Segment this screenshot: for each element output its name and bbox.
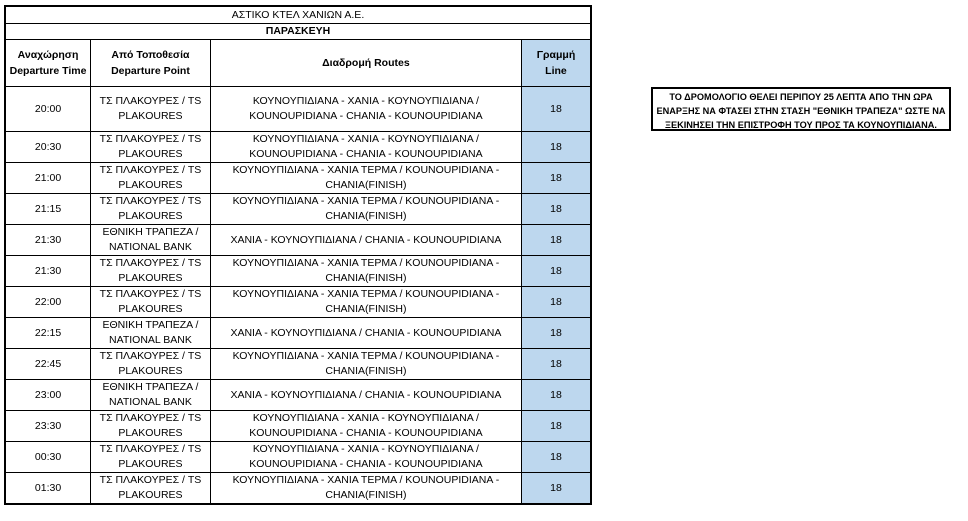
departure-time-cell: 22:00 xyxy=(5,287,91,318)
note-line: ΕΝΑΡΞΗΣ ΝΑ ΦΤΑΣΕΙ ΣΤΗΝ ΣΤΑΣΗ "ΕΘΝΙΚΗ ΤΡΑΠΕΖΑ" ΩΣΤΕ ΝΑ xyxy=(656,106,946,116)
table-row xyxy=(5,163,591,194)
departure-time-cell: 23:30 xyxy=(5,411,91,442)
route-line: ΚΟΥΝΟΥΠΙΔΙΑΝΑ - ΧΑΝΙΑ ΤΕΡΜΑ / KOUNOUPIDIANA - xyxy=(232,164,500,176)
line-number-cell: 18 xyxy=(521,349,591,380)
route-cell xyxy=(210,256,521,287)
departure-point-line: PLAKOURES xyxy=(118,365,183,377)
departure-point-cell xyxy=(91,132,211,163)
route-cell xyxy=(210,87,521,132)
route-line: CHANIA(FINISH) xyxy=(325,210,407,222)
departure-point-line: ΤΣ ΠΛΑΚΟΥΡΕΣ / TS xyxy=(99,350,202,362)
column-header-point-english: Departure Point xyxy=(111,65,190,77)
route-cell xyxy=(210,473,521,505)
route-line: CHANIA(FINISH) xyxy=(325,489,407,501)
departure-time-cell: 01:30 xyxy=(5,473,91,505)
route-line: KOUNOUPIDIANA - CHANIA - KOUNOUPIDIANA xyxy=(249,148,483,160)
departure-point-line: PLAKOURES xyxy=(118,179,183,191)
departure-point-line: ΤΣ ΠΛΑΚΟΥΡΕΣ / TS xyxy=(99,412,202,424)
departure-point-line: ΤΣ ΠΛΑΚΟΥΡΕΣ / TS xyxy=(99,288,202,300)
table-row xyxy=(5,132,591,163)
table-row xyxy=(5,256,591,287)
departure-time-cell: 21:15 xyxy=(5,194,91,225)
column-header-point-greek: Από Τοποθεσία xyxy=(111,49,190,61)
departure-time-cell: 21:00 xyxy=(5,163,91,194)
route-cell xyxy=(210,349,521,380)
route-line: ΚΟΥΝΟΥΠΙΔΙΑΝΑ - ΧΑΝΙΑ ΤΕΡΜΑ / KOUNOUPIDIANA - xyxy=(232,350,500,362)
line-number-cell: 18 xyxy=(521,87,591,132)
table-row xyxy=(5,318,591,349)
route-line: ΚΟΥΝΟΥΠΙΔΙΑΝΑ - ΧΑΝΙΑ - ΚΟΥΝΟΥΠΙΔΙΑΝΑ / xyxy=(252,133,479,145)
route-cell xyxy=(210,442,521,473)
table-row xyxy=(5,194,591,225)
note-line: ΞΕΚΙΝΗΣΕΙ ΤΗΝ ΕΠΙΣΤΡΟΦΗ ΤΟΥ ΠΡΟΣ ΤΑ ΚΟΥΝΟΥΠΙΔΙΑΝΑ. xyxy=(665,120,937,130)
note-line: ΤΟ ΔΡΟΜΟΛΟΓΙΟ ΘΕΛΕΙ ΠΕΡΙΠΟΥ 25 ΛΕΠΤΑ ΑΠΟ ΤΗΝ ΩΡΑ xyxy=(669,92,933,102)
route-cell xyxy=(210,287,521,318)
route-line: ΚΟΥΝΟΥΠΙΔΙΑΝΑ - ΧΑΝΙΑ ΤΕΡΜΑ / KOUNOUPIDIANA - xyxy=(232,257,500,269)
route-cell xyxy=(210,380,521,411)
departure-point-line: ΕΘΝΙΚΗ ΤΡΑΠΕΖΑ / xyxy=(102,319,199,331)
departure-point-line: NATIONAL BANK xyxy=(109,334,192,346)
departure-time-cell: 21:30 xyxy=(5,256,91,287)
route-line: ΚΟΥΝΟΥΠΙΔΙΑΝΑ - ΧΑΝΙΑ ΤΕΡΜΑ / KOUNOUPIDIANA - xyxy=(232,195,500,207)
departure-point-line: PLAKOURES xyxy=(118,210,183,222)
departure-point-line: NATIONAL BANK xyxy=(109,396,192,408)
departure-point-line: PLAKOURES xyxy=(118,110,183,122)
day-title: ΠΑΡΑΣΚΕΥΗ xyxy=(5,24,591,40)
departure-time-cell: 22:45 xyxy=(5,349,91,380)
departure-point-line: ΕΘΝΙΚΗ ΤΡΑΠΕΖΑ / xyxy=(102,381,199,393)
departure-point-line: NATIONAL BANK xyxy=(109,241,192,253)
route-line: ΧΑΝΙΑ - ΚΟΥΝΟΥΠΙΔΙΑΝΑ / CHANIA - KOUNOUPIDIANA xyxy=(230,233,502,246)
travel-time-note xyxy=(651,87,951,131)
route-line: ΚΟΥΝΟΥΠΙΔΙΑΝΑ - ΧΑΝΙΑ - ΚΟΥΝΟΥΠΙΔΙΑΝΑ / xyxy=(252,412,479,424)
departure-point-line: ΤΣ ΠΛΑΚΟΥΡΕΣ / TS xyxy=(99,164,202,176)
departure-point-cell xyxy=(91,473,211,505)
departure-point-line: PLAKOURES xyxy=(118,489,183,501)
departure-point-line: PLAKOURES xyxy=(118,148,183,160)
departure-point-cell xyxy=(91,287,211,318)
line-number-cell: 18 xyxy=(521,318,591,349)
departure-point-line: PLAKOURES xyxy=(118,458,183,470)
route-line: ΚΟΥΝΟΥΠΙΔΙΑΝΑ - ΧΑΝΙΑ ΤΕΡΜΑ / KOUNOUPIDIANA - xyxy=(232,474,500,486)
departure-point-cell xyxy=(91,256,211,287)
departure-time-cell: 21:30 xyxy=(5,225,91,256)
line-number-cell: 18 xyxy=(521,256,591,287)
line-number-cell: 18 xyxy=(521,225,591,256)
route-line: CHANIA(FINISH) xyxy=(325,303,407,315)
column-header-time-english: Departure Time xyxy=(9,65,87,77)
company-title: ΑΣΤΙΚΟ ΚΤΕΛ ΧΑΝΙΩΝ Α.Ε. xyxy=(5,6,591,24)
departure-point-line: ΤΣ ΠΛΑΚΟΥΡΕΣ / TS xyxy=(99,133,202,145)
table-row xyxy=(5,380,591,411)
departure-point-cell xyxy=(91,225,211,256)
departure-time-cell: 20:30 xyxy=(5,132,91,163)
departure-point-line: ΕΘΝΙΚΗ ΤΡΑΠΕΖΑ / xyxy=(102,226,199,238)
departure-point-cell xyxy=(91,380,211,411)
route-line: KOUNOUPIDIANA - CHANIA - KOUNOUPIDIANA xyxy=(249,458,483,470)
route-cell xyxy=(210,194,521,225)
departure-point-line: ΤΣ ΠΛΑΚΟΥΡΕΣ / TS xyxy=(99,95,202,107)
departure-point-line: ΤΣ ΠΛΑΚΟΥΡΕΣ / TS xyxy=(99,443,202,455)
route-line: KOUNOUPIDIANA - CHANIA - KOUNOUPIDIANA xyxy=(249,427,483,439)
departure-time-cell: 22:15 xyxy=(5,318,91,349)
departure-point-line: PLAKOURES xyxy=(118,427,183,439)
route-cell xyxy=(210,411,521,442)
table-row xyxy=(5,349,591,380)
route-line: CHANIA(FINISH) xyxy=(325,179,407,191)
column-header-routes: Διαδρομή Routes xyxy=(210,40,521,87)
departure-point-line: PLAKOURES xyxy=(118,272,183,284)
departure-point-cell xyxy=(91,411,211,442)
column-header-departure-time xyxy=(5,40,91,87)
departure-point-line: ΤΣ ΠΛΑΚΟΥΡΕΣ / TS xyxy=(99,474,202,486)
route-line: ΚΟΥΝΟΥΠΙΔΙΑΝΑ - ΧΑΝΙΑ ΤΕΡΜΑ / KOUNOUPIDIANA - xyxy=(232,288,500,300)
route-line: KOUNOUPIDIANA - CHANIA - KOUNOUPIDIANA xyxy=(249,110,483,122)
departure-time-cell: 20:00 xyxy=(5,87,91,132)
line-number-cell: 18 xyxy=(521,442,591,473)
departure-point-cell xyxy=(91,349,211,380)
table-row xyxy=(5,87,591,132)
route-line: CHANIA(FINISH) xyxy=(325,272,407,284)
departure-point-cell xyxy=(91,163,211,194)
departure-point-cell xyxy=(91,318,211,349)
departure-point-cell xyxy=(91,442,211,473)
route-line: ΧΑΝΙΑ - ΚΟΥΝΟΥΠΙΔΙΑΝΑ / CHANIA - KOUNOUPIDIANA xyxy=(230,388,502,401)
route-line: ΚΟΥΝΟΥΠΙΔΙΑΝΑ - ΧΑΝΙΑ - ΚΟΥΝΟΥΠΙΔΙΑΝΑ / xyxy=(252,95,479,107)
line-number-cell: 18 xyxy=(521,473,591,505)
departure-time-cell: 23:00 xyxy=(5,380,91,411)
table-row xyxy=(5,225,591,256)
departure-point-cell xyxy=(91,194,211,225)
route-line: ΧΑΝΙΑ - ΚΟΥΝΟΥΠΙΔΙΑΝΑ / CHANIA - KOUNOUPIDIANA xyxy=(230,326,502,339)
schedule-table xyxy=(4,5,592,505)
route-line: CHANIA(FINISH) xyxy=(325,365,407,377)
line-number-cell: 18 xyxy=(521,163,591,194)
column-header-time-greek: Αναχώρηση xyxy=(17,49,79,61)
table-row xyxy=(5,473,591,505)
departure-point-line: ΤΣ ΠΛΑΚΟΥΡΕΣ / TS xyxy=(99,257,202,269)
column-header-departure-point xyxy=(91,40,211,87)
route-cell xyxy=(210,318,521,349)
departure-time-cell: 00:30 xyxy=(5,442,91,473)
line-number-cell: 18 xyxy=(521,287,591,318)
column-header-line: Γραμμή Line xyxy=(521,40,591,87)
route-line: ΚΟΥΝΟΥΠΙΔΙΑΝΑ - ΧΑΝΙΑ - ΚΟΥΝΟΥΠΙΔΙΑΝΑ / xyxy=(252,443,479,455)
line-number-cell: 18 xyxy=(521,194,591,225)
table-row xyxy=(5,411,591,442)
departure-point-cell xyxy=(91,87,211,132)
route-cell xyxy=(210,225,521,256)
table-row xyxy=(5,287,591,318)
route-cell xyxy=(210,132,521,163)
route-cell xyxy=(210,163,521,194)
line-number-cell: 18 xyxy=(521,380,591,411)
line-number-cell: 18 xyxy=(521,411,591,442)
line-number-cell: 18 xyxy=(521,132,591,163)
departure-point-line: ΤΣ ΠΛΑΚΟΥΡΕΣ / TS xyxy=(99,195,202,207)
table-row xyxy=(5,442,591,473)
departure-point-line: PLAKOURES xyxy=(118,303,183,315)
